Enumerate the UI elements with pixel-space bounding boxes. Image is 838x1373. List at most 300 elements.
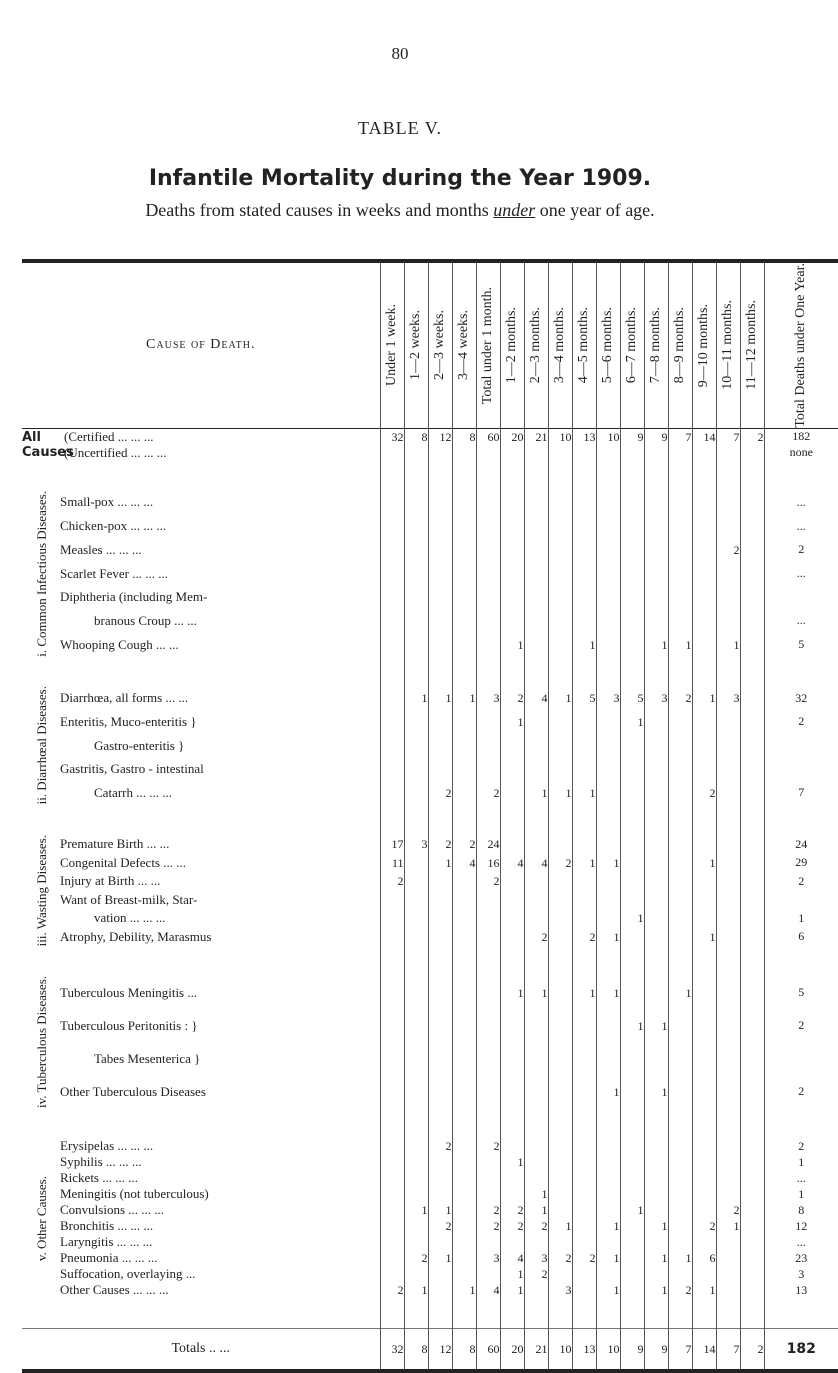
value-cell <box>596 1154 620 1170</box>
value-cell: 20 <box>500 428 524 445</box>
spacer-cell <box>428 1108 452 1138</box>
value-cell <box>596 710 620 734</box>
subtitle-before: Deaths from stated causes in weeks and months <box>145 200 489 220</box>
value-cell <box>668 445 692 461</box>
value-cell <box>596 909 620 928</box>
spacer-cell <box>764 656 838 686</box>
row-total: ... <box>764 1234 838 1250</box>
spacer-cell <box>548 461 572 491</box>
value-cell: 2 <box>404 1250 428 1266</box>
value-cell: 4 <box>500 1250 524 1266</box>
table-row <box>22 835 838 854</box>
column-header: 1—2 months. <box>500 261 524 428</box>
value-cell: 2 <box>428 1138 452 1154</box>
spacer-cell <box>452 1298 476 1329</box>
spacer-cell <box>380 946 404 976</box>
value-cell <box>740 781 764 805</box>
value-cell <box>548 1154 572 1170</box>
value-cell <box>380 1170 404 1186</box>
row-total <box>764 734 838 758</box>
column-header: 1—2 weeks. <box>404 261 428 428</box>
spacer-cell <box>500 1298 524 1329</box>
row-total: 3 <box>764 1266 838 1282</box>
spacer-cell <box>524 946 548 976</box>
value-cell <box>596 781 620 805</box>
value-cell <box>668 835 692 854</box>
column-header: 3—4 months. <box>548 261 572 428</box>
value-cell: 1 <box>572 976 596 1009</box>
value-cell <box>404 562 428 586</box>
spacer-cell <box>22 1298 380 1329</box>
value-cell <box>740 891 764 910</box>
value-cell <box>476 710 500 734</box>
spacer-cell <box>620 461 644 491</box>
spacer-cell <box>764 946 838 976</box>
value-cell <box>380 1234 404 1250</box>
value-cell <box>596 538 620 562</box>
spacer-cell <box>476 461 500 491</box>
column-header: 2—3 weeks. <box>428 261 452 428</box>
value-cell <box>620 1250 644 1266</box>
value-cell <box>572 1186 596 1202</box>
column-header: 7—8 months. <box>644 261 668 428</box>
spacer-cell <box>764 805 838 835</box>
value-cell <box>428 633 452 657</box>
column-header: 9—10 months. <box>692 261 716 428</box>
value-cell <box>668 1186 692 1202</box>
value-cell: 1 <box>500 976 524 1009</box>
value-cell <box>524 609 548 633</box>
spacer-row <box>22 946 838 976</box>
value-cell: 2 <box>692 1218 716 1234</box>
value-cell: 32 <box>380 428 404 445</box>
row-label: Diphtheria (including Mem- <box>60 589 208 605</box>
value-cell <box>476 734 500 758</box>
row-total: 2 <box>764 710 838 734</box>
value-cell: 1 <box>548 781 572 805</box>
row-label: (Certified ... ... ... <box>64 428 154 444</box>
value-cell <box>692 609 716 633</box>
value-cell: 1 <box>692 1282 716 1298</box>
value-cell <box>428 1075 452 1108</box>
spacer-cell <box>500 1108 524 1138</box>
row-total: ... <box>764 491 838 515</box>
spacer-cell <box>572 656 596 686</box>
value-cell <box>620 538 644 562</box>
value-cell <box>620 609 644 633</box>
value-cell <box>380 976 404 1009</box>
value-cell <box>452 585 476 609</box>
spacer-cell <box>404 946 428 976</box>
value-cell <box>548 1009 572 1042</box>
value-cell <box>476 514 500 538</box>
value-cell: 1 <box>404 1282 428 1298</box>
spacer-cell <box>572 1108 596 1138</box>
value-cell <box>668 562 692 586</box>
value-cell <box>476 538 500 562</box>
table-row <box>22 853 838 872</box>
table-row <box>22 1154 838 1170</box>
value-cell: 5 <box>572 686 596 710</box>
totals-label: Totals .. ... <box>22 1329 380 1372</box>
spacer-cell <box>668 1298 692 1329</box>
spacer-cell <box>572 461 596 491</box>
value-cell <box>500 835 524 854</box>
spacer-cell <box>644 461 668 491</box>
value-cell <box>404 891 428 910</box>
value-cell <box>452 734 476 758</box>
value-cell <box>548 633 572 657</box>
value-cell: 1 <box>404 686 428 710</box>
row-total: 13 <box>764 1282 838 1298</box>
spacer-cell <box>644 1108 668 1138</box>
value-cell <box>716 609 740 633</box>
value-cell: 1 <box>428 853 452 872</box>
column-header: 10—11 months. <box>716 261 740 428</box>
spacer-cell <box>524 1108 548 1138</box>
value-cell <box>404 1042 428 1075</box>
value-cell <box>428 757 452 781</box>
row-total: 1 <box>764 909 838 928</box>
value-cell <box>644 757 668 781</box>
row-total: 23 <box>764 1250 838 1266</box>
value-cell <box>716 853 740 872</box>
row-total: ... <box>764 1170 838 1186</box>
value-cell: 2 <box>716 1202 740 1218</box>
value-cell <box>692 1075 716 1108</box>
value-cell: 3 <box>476 1250 500 1266</box>
spacer-cell <box>572 805 596 835</box>
value-cell <box>620 835 644 854</box>
spacer-cell <box>668 805 692 835</box>
value-cell <box>716 562 740 586</box>
row-label: Chicken-pox ... ... ... <box>60 518 167 534</box>
row-label: Tuberculous Peritonitis : } <box>60 1017 198 1033</box>
value-cell <box>620 633 644 657</box>
value-cell <box>524 1154 548 1170</box>
value-cell <box>716 1009 740 1042</box>
value-cell <box>716 835 740 854</box>
value-cell <box>428 1186 452 1202</box>
value-cell: 2 <box>380 1282 404 1298</box>
value-cell <box>380 1154 404 1170</box>
value-cell <box>644 909 668 928</box>
row-label: Meningitis (not tuberculous) <box>60 1186 209 1202</box>
spacer-cell <box>668 656 692 686</box>
value-cell <box>452 710 476 734</box>
row-total: 2 <box>764 538 838 562</box>
value-cell <box>380 781 404 805</box>
value-cell <box>620 781 644 805</box>
value-cell <box>716 1234 740 1250</box>
value-cell <box>428 928 452 947</box>
value-cell <box>476 909 500 928</box>
value-cell <box>524 445 548 461</box>
value-cell: 10 <box>548 428 572 445</box>
value-cell <box>452 538 476 562</box>
spacer-cell <box>668 946 692 976</box>
column-header: 2—3 months. <box>524 261 548 428</box>
spacer-row <box>22 805 838 835</box>
value-cell <box>548 909 572 928</box>
spacer-cell <box>692 461 716 491</box>
value-cell <box>548 835 572 854</box>
row-total: 6 <box>764 928 838 947</box>
value-cell <box>524 891 548 910</box>
value-cell <box>596 1138 620 1154</box>
value-cell: 2 <box>500 686 524 710</box>
value-cell <box>644 445 668 461</box>
value-cell: 1 <box>548 686 572 710</box>
row-total: 29 <box>764 853 838 872</box>
value-cell <box>668 1170 692 1186</box>
value-cell <box>404 1075 428 1108</box>
spacer-cell <box>716 805 740 835</box>
value-cell <box>596 1234 620 1250</box>
value-cell <box>620 514 644 538</box>
spacer-cell <box>644 805 668 835</box>
value-cell <box>548 1075 572 1108</box>
value-cell <box>596 1009 620 1042</box>
value-cell: 1 <box>644 1282 668 1298</box>
spacer-cell <box>524 1298 548 1329</box>
value-cell <box>476 891 500 910</box>
value-cell <box>644 928 668 947</box>
value-cell <box>452 891 476 910</box>
row-total <box>764 757 838 781</box>
value-cell <box>740 1042 764 1075</box>
value-cell <box>452 1138 476 1154</box>
value-cell <box>668 538 692 562</box>
value-cell <box>692 1154 716 1170</box>
value-cell <box>572 891 596 910</box>
value-cell: 2 <box>500 1218 524 1234</box>
table-row <box>22 757 838 781</box>
spacer-cell <box>428 1298 452 1329</box>
table-row <box>22 781 838 805</box>
spacer-cell <box>548 1108 572 1138</box>
spacer-cell <box>500 461 524 491</box>
value-cell <box>692 1202 716 1218</box>
value-cell <box>644 562 668 586</box>
value-cell: 12 <box>428 428 452 445</box>
value-cell <box>644 853 668 872</box>
grand-total: 182 <box>764 1329 838 1372</box>
value-cell: 4 <box>476 1282 500 1298</box>
value-cell <box>500 1009 524 1042</box>
value-cell: 1 <box>524 781 548 805</box>
value-cell <box>644 891 668 910</box>
value-cell <box>740 1186 764 1202</box>
totals-cell: 8 <box>404 1329 428 1372</box>
spacer-cell <box>740 461 764 491</box>
spacer-cell <box>716 461 740 491</box>
column-header: 6—7 months. <box>620 261 644 428</box>
value-cell <box>500 445 524 461</box>
value-cell <box>692 445 716 461</box>
value-cell <box>380 1138 404 1154</box>
value-cell <box>500 1138 524 1154</box>
value-cell <box>668 909 692 928</box>
value-cell <box>500 491 524 515</box>
value-cell: 1 <box>452 686 476 710</box>
value-cell: 1 <box>500 710 524 734</box>
table-row <box>22 734 838 758</box>
value-cell <box>644 585 668 609</box>
value-cell: 5 <box>620 686 644 710</box>
value-cell <box>476 1042 500 1075</box>
value-cell: 1 <box>596 1218 620 1234</box>
value-cell <box>404 538 428 562</box>
value-cell <box>404 1170 428 1186</box>
value-cell: 10 <box>596 428 620 445</box>
value-cell <box>692 1042 716 1075</box>
value-cell <box>572 909 596 928</box>
value-cell <box>740 872 764 891</box>
value-cell <box>380 514 404 538</box>
value-cell <box>428 1009 452 1042</box>
table-row <box>22 428 838 445</box>
group-label: iii. Wasting Diseases. <box>33 834 49 947</box>
row-total: ... <box>764 562 838 586</box>
value-cell <box>644 514 668 538</box>
value-cell: 2 <box>428 1218 452 1234</box>
spacer-cell <box>548 805 572 835</box>
row-label: Small-pox ... ... ... <box>60 494 154 510</box>
totals-cell: 10 <box>548 1329 572 1372</box>
value-cell: 1 <box>644 1075 668 1108</box>
value-cell <box>572 538 596 562</box>
spacer-cell <box>500 656 524 686</box>
value-cell: 1 <box>452 1282 476 1298</box>
spacer-cell <box>404 1108 428 1138</box>
value-cell <box>548 976 572 1009</box>
row-label: Measles ... ... ... <box>60 541 142 557</box>
value-cell <box>548 514 572 538</box>
spacer-cell <box>740 805 764 835</box>
value-cell <box>380 1075 404 1108</box>
value-cell <box>380 562 404 586</box>
value-cell <box>380 1042 404 1075</box>
value-cell <box>524 734 548 758</box>
value-cell <box>596 1186 620 1202</box>
value-cell <box>596 835 620 854</box>
row-label: Other Causes ... ... ... <box>60 1282 169 1298</box>
value-cell <box>620 891 644 910</box>
spacer-cell <box>476 656 500 686</box>
value-cell <box>644 609 668 633</box>
value-cell <box>404 757 428 781</box>
spacer-cell <box>476 1298 500 1329</box>
spacer-cell <box>764 461 838 491</box>
totals-row <box>22 1329 838 1372</box>
value-cell: 13 <box>572 428 596 445</box>
spacer-cell <box>524 461 548 491</box>
spacer-cell <box>692 1108 716 1138</box>
spacer-cell <box>644 1298 668 1329</box>
value-cell: 2 <box>524 1266 548 1282</box>
table-row <box>22 976 838 1009</box>
value-cell <box>596 1266 620 1282</box>
value-cell <box>404 976 428 1009</box>
value-cell <box>668 1218 692 1234</box>
spacer-cell <box>644 656 668 686</box>
value-cell <box>548 1234 572 1250</box>
value-cell: 2 <box>428 781 452 805</box>
value-cell <box>572 491 596 515</box>
value-cell <box>476 1009 500 1042</box>
row-total <box>764 585 838 609</box>
table-row <box>22 491 838 515</box>
value-cell <box>500 1170 524 1186</box>
value-cell: 1 <box>716 1218 740 1234</box>
row-total: 32 <box>764 686 838 710</box>
value-cell: 2 <box>524 1218 548 1234</box>
value-cell <box>692 891 716 910</box>
value-cell <box>740 1266 764 1282</box>
value-cell <box>524 514 548 538</box>
table-row <box>22 872 838 891</box>
value-cell: 1 <box>572 781 596 805</box>
column-header: 11—12 months. <box>740 261 764 428</box>
value-cell <box>380 909 404 928</box>
value-cell <box>476 1266 500 1282</box>
value-cell <box>620 1218 644 1234</box>
value-cell <box>404 633 428 657</box>
value-cell <box>452 1186 476 1202</box>
value-cell <box>740 976 764 1009</box>
value-cell <box>596 514 620 538</box>
spacer-cell <box>596 946 620 976</box>
value-cell <box>428 710 452 734</box>
value-cell <box>428 1154 452 1170</box>
value-cell <box>524 1170 548 1186</box>
value-cell <box>692 633 716 657</box>
value-cell <box>596 445 620 461</box>
value-cell <box>572 1266 596 1282</box>
value-cell <box>452 514 476 538</box>
value-cell <box>692 976 716 1009</box>
value-cell <box>452 1042 476 1075</box>
value-cell <box>596 872 620 891</box>
value-cell: 1 <box>500 1154 524 1170</box>
value-cell <box>404 781 428 805</box>
column-header: Under 1 week. <box>380 261 404 428</box>
row-total: ... <box>764 609 838 633</box>
spacer-cell <box>524 656 548 686</box>
value-cell: 3 <box>596 686 620 710</box>
value-cell <box>548 1042 572 1075</box>
row-label: Premature Birth ... ... <box>60 836 170 852</box>
value-cell <box>452 1170 476 1186</box>
totals-cell: 2 <box>740 1329 764 1372</box>
spacer-cell <box>692 1298 716 1329</box>
spacer-cell <box>500 946 524 976</box>
value-cell: 1 <box>620 1202 644 1218</box>
row-label: Pneumonia ... ... ... <box>60 1250 158 1266</box>
value-cell <box>692 734 716 758</box>
value-cell <box>692 1170 716 1186</box>
value-cell: 2 <box>452 835 476 854</box>
value-cell: 1 <box>644 633 668 657</box>
value-cell: 2 <box>548 853 572 872</box>
value-cell <box>452 1154 476 1170</box>
row-total: 12 <box>764 1218 838 1234</box>
column-header: 4—5 months. <box>572 261 596 428</box>
spacer-cell <box>548 946 572 976</box>
value-cell <box>644 781 668 805</box>
spacer-cell <box>596 656 620 686</box>
